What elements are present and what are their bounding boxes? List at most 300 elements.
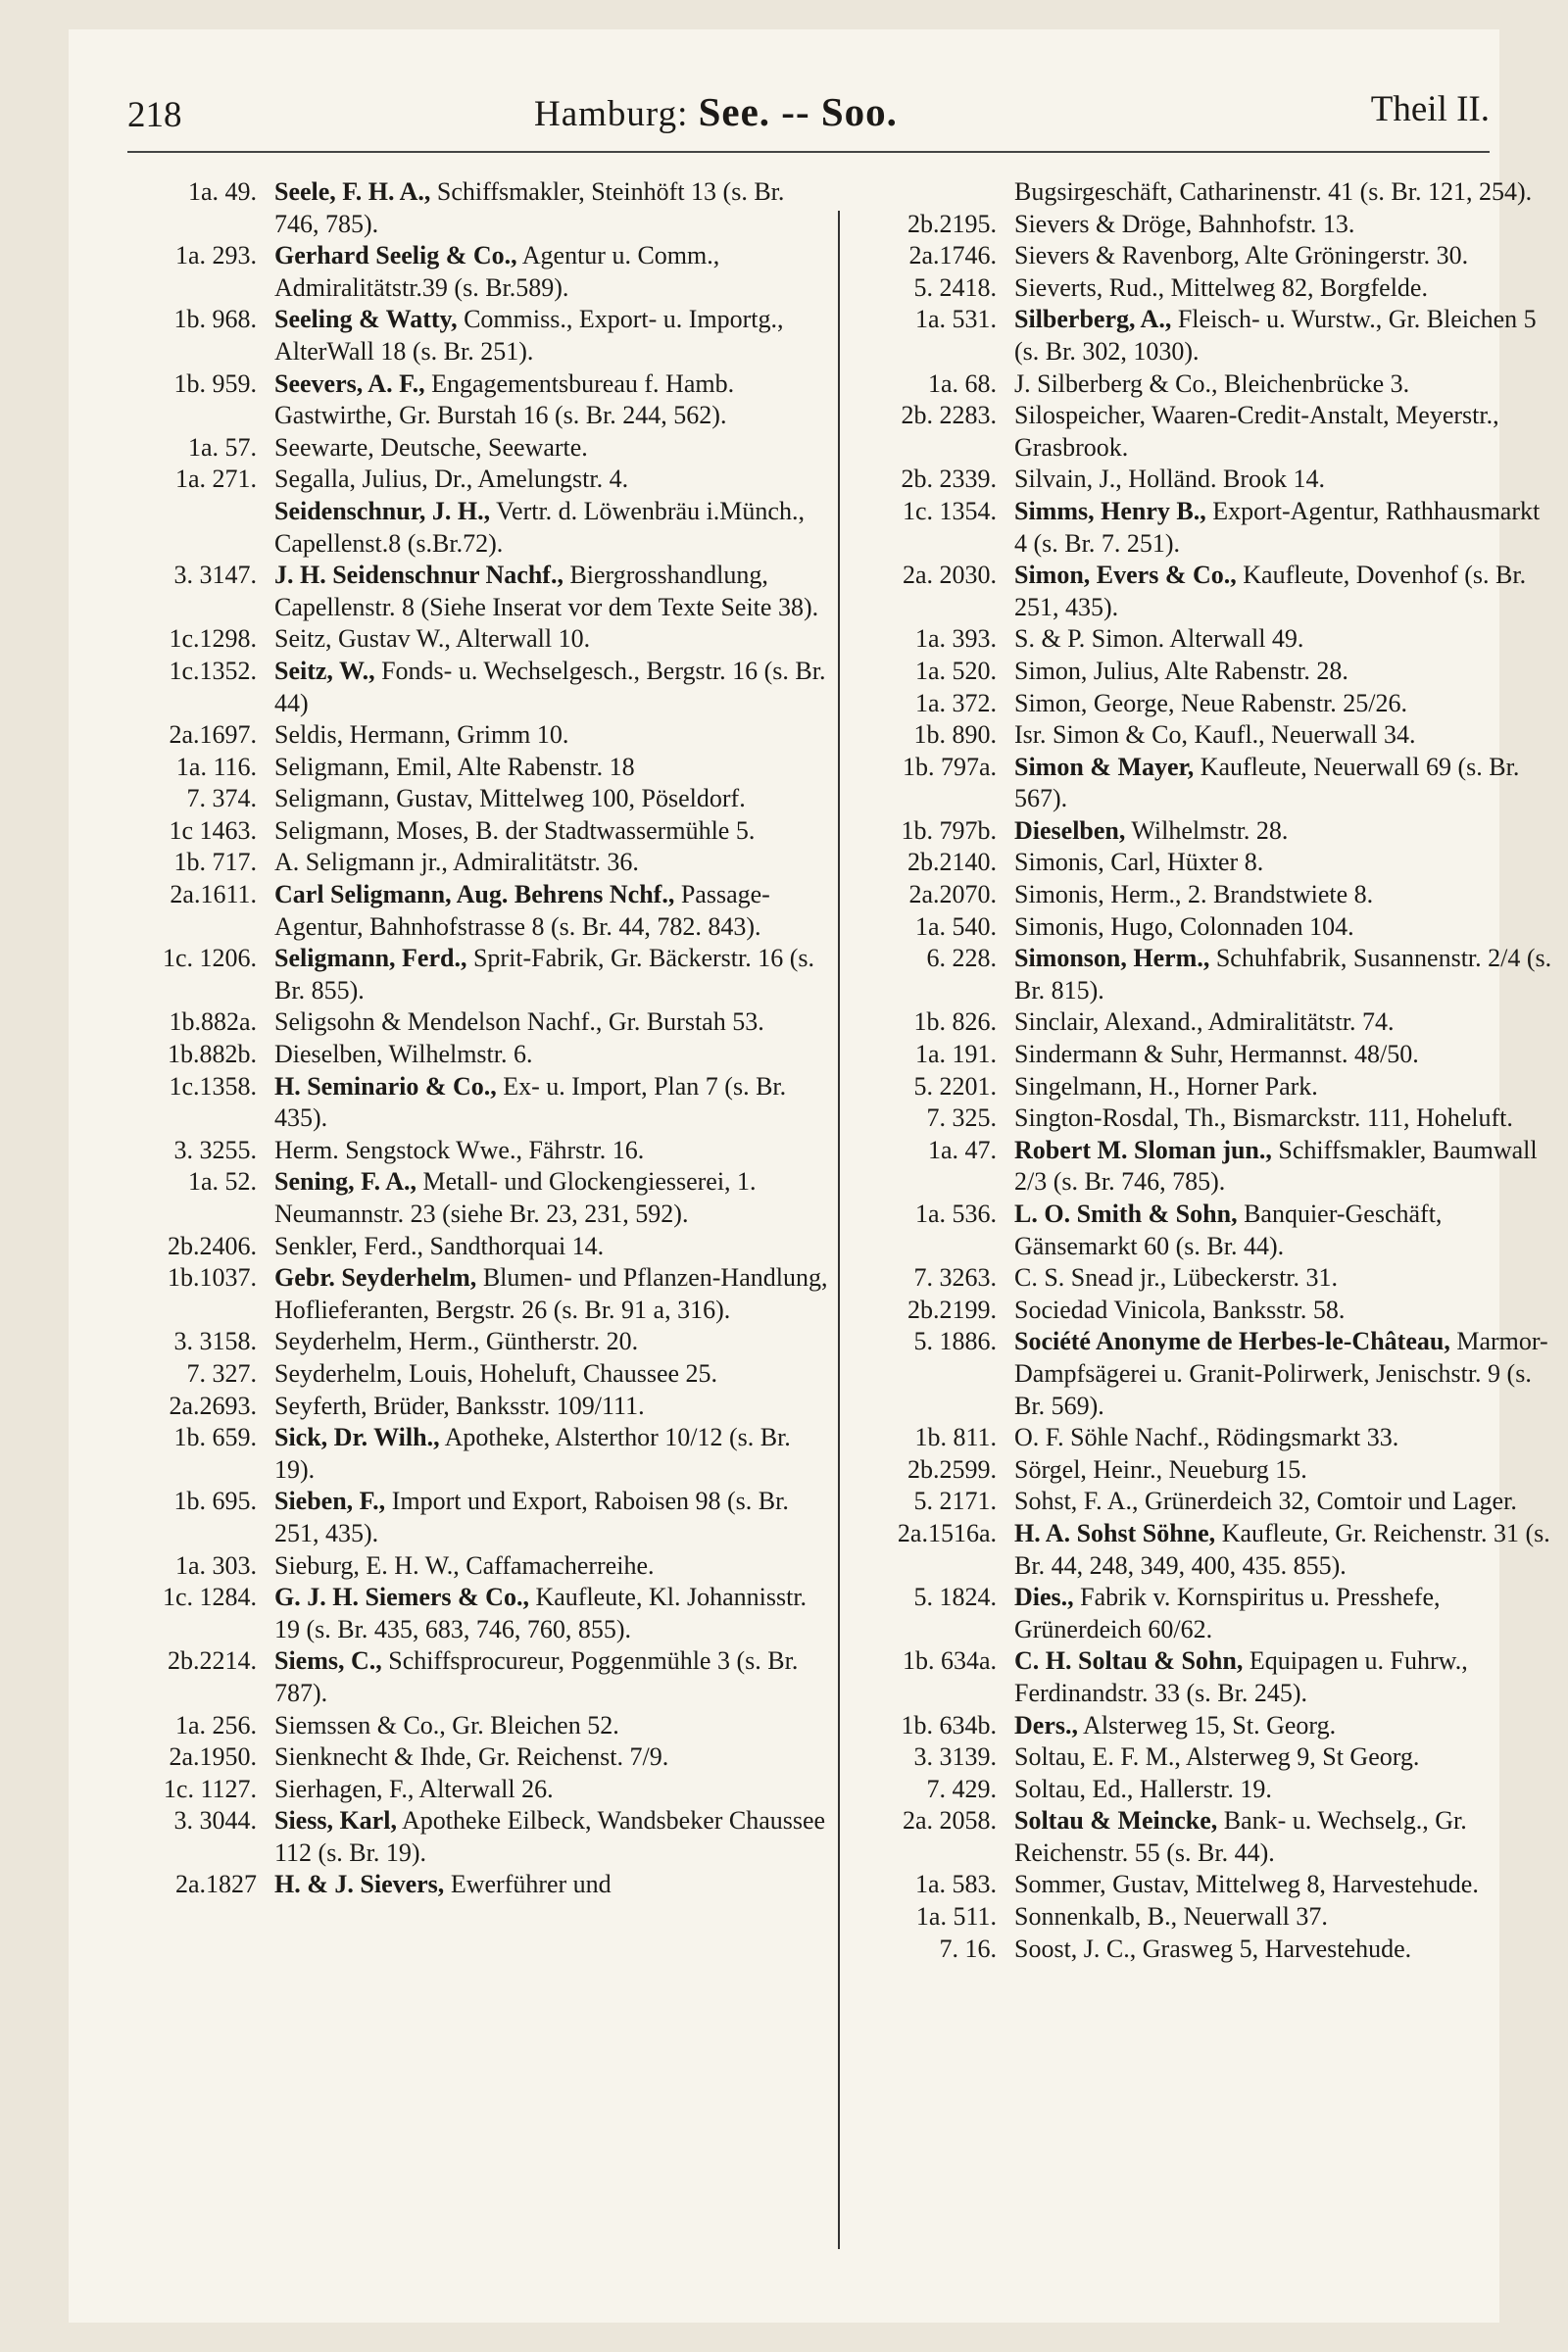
- directory-entry: [858, 752, 1553, 815]
- entry-text: [274, 1710, 833, 1742]
- entry-details: Sieburg, E. H. W., Caffamacherreihe.: [274, 1550, 655, 1580]
- entry-details: Schiffsmakler, Steinhöft 13 (s. Br. 746, 785).: [274, 177, 785, 238]
- entry-details: Simonis, Herm., 2. Brandstwiete 8.: [1014, 880, 1374, 909]
- entry-reference: 2a.1611.: [170, 880, 257, 909]
- entry-details: Soltau, E. F. M., Alsterweg 9, St Georg.: [1014, 1742, 1420, 1772]
- entry-reference: 1b. 659.: [173, 1423, 257, 1452]
- entry-text: [274, 1166, 833, 1230]
- directory-entry: [118, 1741, 833, 1774]
- entry-details: Isr. Simon & Co, Kaufl., Neuerwall 34.: [1014, 720, 1416, 750]
- left-column: [118, 176, 833, 1901]
- entry-text: [1014, 400, 1553, 464]
- entry-details: Herm. Sengstock Wwe., Fährstr. 16.: [274, 1135, 645, 1164]
- directory-entry: [858, 1774, 1553, 1806]
- entry-text: [274, 1645, 833, 1709]
- entry-reference: 1a. 536.: [914, 1200, 997, 1228]
- entry-text: [274, 719, 833, 752]
- entry-reference: 2a. 2058.: [902, 1806, 997, 1836]
- directory-entry: [118, 432, 833, 465]
- directory-entry: [118, 1774, 833, 1806]
- entry-details: Engagementsbureau f. Hamb. Gastwirthe, Gr. Burstah 16 (s. Br. 244, 562).: [274, 368, 735, 430]
- entry-reference: 1a. 520.: [914, 656, 997, 685]
- entry-reference: 7. 429.: [926, 1774, 997, 1803]
- entry-name: H. Seminario & Co.,: [274, 1071, 497, 1101]
- entry-text: [274, 943, 833, 1006]
- directory-entry: [858, 1805, 1553, 1869]
- entry-reference: 1a. 583.: [914, 1870, 997, 1899]
- directory-entry: [858, 1295, 1553, 1327]
- entry-details: Sociedad Vinicola, Banksstr. 58.: [1014, 1295, 1346, 1324]
- entry-reference: 1c 1463.: [169, 815, 257, 845]
- entry-text: [1014, 176, 1553, 209]
- name-range: See. -- Soo.: [698, 89, 898, 134]
- entry-text: [274, 752, 833, 784]
- entry-name: Simms, Henry B.,: [1014, 496, 1206, 525]
- entry-details: Soltau, Ed., Hallerstr. 19.: [1014, 1774, 1272, 1803]
- entry-details: Fleisch- u. Wurstw., Gr. Bleichen 5 (s. Br. 302, 1030).: [1014, 305, 1537, 366]
- entry-text: [1014, 1645, 1553, 1709]
- entry-reference: 7. 325.: [926, 1103, 997, 1133]
- entry-details: Equipagen u. Fuhrw., Ferdinandstr. 33 (s. Br. 245).: [1014, 1646, 1468, 1707]
- entry-reference: 3. 3044.: [173, 1806, 257, 1836]
- entry-reference: 2a.1827: [174, 1870, 257, 1899]
- entry-name: Sening, F. A.,: [274, 1167, 416, 1197]
- entry-details: Silvain, J., Holländ. Brook 14.: [1014, 465, 1326, 494]
- entry-reference: 1b.1037.: [168, 1263, 257, 1293]
- entry-text: [1014, 1774, 1553, 1806]
- entry-details: Sonnenkalb, B., Neuerwall 37.: [1014, 1902, 1328, 1932]
- directory-entry: [858, 209, 1553, 241]
- entry-text: [274, 1422, 833, 1486]
- entry-reference: 1c. 1284.: [162, 1583, 257, 1612]
- directory-entry: [858, 688, 1553, 720]
- entry-reference: 1a. 393.: [914, 624, 997, 654]
- entry-details: Seldis, Hermann, Grimm 10.: [274, 720, 569, 750]
- entry-reference: 2b. 2339.: [901, 465, 997, 494]
- entry-details: Kaufleute, Dovenhof (s. Br. 251, 435).: [1014, 561, 1527, 621]
- entry-name: Seevers, A. F.,: [274, 368, 425, 398]
- directory-entry: [118, 1486, 833, 1549]
- entry-reference: 3. 3255.: [173, 1135, 257, 1164]
- entry-details: Seyferth, Brüder, Banksstr. 109/111.: [274, 1391, 645, 1420]
- entry-name: G. J. H. Siemers & Co.,: [274, 1583, 529, 1612]
- entry-reference: 1c.1352.: [169, 656, 257, 685]
- entry-text: [1014, 304, 1553, 368]
- directory-entry: [118, 1166, 833, 1230]
- entry-text: [1014, 1199, 1553, 1262]
- entry-details: Seitz, Gustav W., Alterwall 10.: [274, 624, 591, 654]
- directory-entry: [858, 1422, 1553, 1454]
- entry-text: [1014, 688, 1553, 720]
- entry-details: Sohst, F. A., Grünerdeich 32, Comtoir und Lager.: [1014, 1487, 1517, 1516]
- entry-text: [1014, 847, 1553, 879]
- entry-text: [274, 847, 833, 879]
- entry-reference: 1a. 57.: [187, 432, 257, 462]
- directory-entry: [858, 1934, 1553, 1966]
- entry-reference: 1a. 372.: [914, 688, 997, 717]
- entry-details: Commiss., Export- u. Importg., AlterWall 18 (s. Br. 251).: [274, 305, 784, 366]
- directory-entry: [118, 1326, 833, 1358]
- entry-details: Senkler, Ferd., Sandthorquai 14.: [274, 1231, 605, 1260]
- entry-details: Fabrik v. Kornspiritus u. Presshefe, Grünerdeich 60/62.: [1014, 1583, 1441, 1643]
- entry-name: Seligmann, Ferd.,: [274, 944, 467, 973]
- directory-entry: [858, 560, 1553, 623]
- entry-details: Fonds- u. Wechselgesch., Bergstr. 16 (s. Br. 44): [274, 656, 826, 717]
- entry-reference: 1b. 695.: [173, 1487, 257, 1516]
- entry-details: Seligmann, Moses, B. der Stadtwassermühle 5.: [274, 815, 756, 845]
- entry-details: Kaufleute, Gr. Reichenstr. 31 (s. Br. 44, 248, 349, 400, 435. 855).: [1014, 1518, 1550, 1580]
- entry-reference: 1a. 47.: [927, 1135, 997, 1164]
- entry-text: [274, 304, 833, 368]
- directory-entry: [118, 1071, 833, 1135]
- entry-reference: 1c. 1206.: [162, 944, 257, 973]
- right-column: [858, 176, 1553, 1965]
- entry-reference: 7. 3263.: [913, 1263, 997, 1293]
- running-title: [534, 88, 898, 135]
- entry-reference: 6. 228.: [926, 944, 997, 973]
- city-name: Hamburg:: [534, 94, 689, 134]
- entry-reference: 5. 1824.: [913, 1583, 997, 1612]
- entry-details: Agentur u. Comm., Admiralitätstr.39 (s. Br.589).: [274, 241, 720, 302]
- entry-reference: 1a. 293.: [174, 241, 257, 270]
- entry-text: [274, 368, 833, 432]
- entry-reference: 1b.882b.: [168, 1040, 257, 1069]
- directory-entry: [118, 1582, 833, 1645]
- entry-name: Société Anonyme de Herbes-le-Château,: [1014, 1327, 1450, 1356]
- entry-reference: 1c. 1354.: [902, 496, 997, 525]
- entry-reference: 7. 327.: [186, 1358, 257, 1388]
- entry-details: Seyderhelm, Herm., Güntherstr. 20.: [274, 1327, 639, 1356]
- entry-reference: 1a. 511.: [915, 1902, 997, 1932]
- entry-name: Carl Seligmann, Aug. Behrens Nchf.,: [274, 880, 675, 909]
- directory-entry: [858, 1102, 1553, 1135]
- entry-details: Seewarte, Deutsche, Seewarte.: [274, 432, 588, 462]
- entry-details: O. F. Söhle Nachf., Rödingsmarkt 33.: [1014, 1423, 1399, 1452]
- directory-entry: [858, 1710, 1553, 1742]
- directory-entry: [118, 943, 833, 1006]
- entry-text: [1014, 1741, 1553, 1774]
- entry-text: [274, 1006, 833, 1039]
- entry-text: [1014, 1102, 1553, 1135]
- entry-details: Sievers & Ravenborg, Alte Gröningerstr. 30.: [1014, 241, 1469, 270]
- header-rule: [127, 151, 1490, 153]
- entry-reference: 1a. 52.: [187, 1167, 257, 1197]
- entry-text: [274, 1741, 833, 1774]
- directory-entry: [118, 304, 833, 368]
- directory-entry: [858, 1582, 1553, 1645]
- entry-text: [1014, 752, 1553, 815]
- entry-reference: 1b.882a.: [169, 1007, 257, 1037]
- entry-details: Marmor-Dampfsägerei u. Granit-Polirwerk, Jenischstr. 9 (s. Br. 569).: [1014, 1327, 1548, 1420]
- directory-entry: [118, 1358, 833, 1391]
- entry-details: Segalla, Julius, Dr., Amelungstr. 4.: [274, 465, 629, 494]
- entry-reference: 5. 2171.: [913, 1487, 997, 1516]
- entry-details: Blumen- und Pflanzen-Handlung, Hoflieferanten, Bergstr. 26 (s. Br. 91 a, 316).: [274, 1263, 828, 1324]
- entry-name: H. A. Sohst Söhne,: [1014, 1518, 1216, 1547]
- entry-name: Ders.,: [1014, 1710, 1078, 1740]
- entry-details: Apotheke, Alsterthor 10/12 (s. Br. 19).: [274, 1423, 791, 1484]
- directory-entry: [858, 1199, 1553, 1262]
- entry-text: [1014, 1135, 1553, 1199]
- directory-entry: [858, 1454, 1553, 1487]
- entry-reference: 2b.2599.: [907, 1454, 997, 1484]
- directory-entry: [118, 815, 833, 848]
- entry-reference: 2b.2214.: [168, 1646, 257, 1676]
- entry-details: Sierhagen, F., Alterwall 26.: [274, 1774, 554, 1803]
- entry-details: Apotheke Eilbeck, Wandsbeker Chaussee 112 (s. Br. 19).: [274, 1806, 826, 1867]
- directory-entry: [118, 879, 833, 943]
- entry-text: [274, 1231, 833, 1263]
- entry-text: [274, 1358, 833, 1391]
- directory-entry: [118, 1135, 833, 1167]
- entry-name: Simonson, Herm.,: [1014, 944, 1210, 973]
- entry-details: Metall- und Glockengiesserei, 1. Neumannstr. 23 (siehe Br. 23, 231, 592).: [274, 1167, 757, 1228]
- entry-text: [274, 1582, 833, 1645]
- directory-entry: [118, 1231, 833, 1263]
- entry-text: [1014, 1901, 1553, 1934]
- directory-entry: [118, 1422, 833, 1486]
- entry-text: [1014, 815, 1553, 848]
- entry-details: Kaufleute, Neuerwall 69 (s. Br. 567).: [1014, 752, 1520, 813]
- directory-entry: [118, 1710, 833, 1742]
- entry-text: [274, 1550, 833, 1583]
- entry-text: [1014, 656, 1553, 688]
- entry-details: Banquier-Geschäft, Gänsemarkt 60 (s. Br. 44).: [1014, 1200, 1443, 1260]
- directory-entry: [858, 623, 1553, 656]
- entry-details: Sprit-Fabrik, Gr. Bäckerstr. 16 (s. Br. 855).: [274, 944, 815, 1004]
- entry-details: Ewerführer und: [444, 1870, 612, 1899]
- entry-name: Simon & Mayer,: [1014, 752, 1195, 781]
- entry-text: [1014, 496, 1553, 560]
- entry-reference: 1a. 303.: [174, 1550, 257, 1580]
- entry-text: [1014, 1262, 1553, 1295]
- entry-name: Siems, C.,: [274, 1646, 382, 1676]
- entry-text: [274, 1774, 833, 1806]
- entry-reference: 1b. 797b.: [901, 815, 997, 845]
- entry-details: Schuhfabrik, Susannenstr. 2/4 (s. Br. 815).: [1014, 944, 1552, 1004]
- directory-entry: [858, 656, 1553, 688]
- entry-text: [274, 815, 833, 848]
- entry-text: [1014, 1582, 1553, 1645]
- entry-reference: 2b.2406.: [168, 1231, 257, 1260]
- entry-name: Dieselben,: [1014, 815, 1126, 845]
- directory-entry: [858, 400, 1553, 464]
- entry-reference: 1b. 811.: [914, 1423, 997, 1452]
- directory-entry: [118, 1805, 833, 1869]
- entry-text: [1014, 1518, 1553, 1582]
- entry-details: Export-Agentur, Rathhausmarkt 4 (s. Br. 7. 251).: [1014, 496, 1541, 558]
- entry-details: Bugsirgeschäft, Catharinenstr. 41 (s. Br. 121, 254).: [1014, 177, 1533, 206]
- directory-entry: [118, 1039, 833, 1071]
- entry-name: H. & J. Sievers,: [274, 1870, 445, 1899]
- entry-details: Kaufleute, Kl. Johannisstr. 19 (s. Br. 435, 683, 746, 760, 855).: [274, 1583, 808, 1643]
- entry-reference: 1a. 116.: [175, 752, 257, 781]
- entry-reference: 1b. 968.: [173, 305, 257, 334]
- entry-text: [1014, 209, 1553, 241]
- entry-text: [1014, 943, 1553, 1006]
- directory-entry: [858, 1071, 1553, 1103]
- entry-name: Seidenschnur, J. H.,: [274, 496, 491, 525]
- entry-text: [274, 1071, 833, 1135]
- entry-text: [1014, 1934, 1553, 1966]
- directory-entry: [858, 1006, 1553, 1039]
- entry-reference: 1b. 826.: [913, 1007, 997, 1037]
- entry-reference: 7. 16.: [939, 1934, 997, 1963]
- entry-text: [1014, 911, 1553, 944]
- directory-entry: [858, 1645, 1553, 1709]
- entry-name: Seeling & Watty,: [274, 305, 458, 334]
- directory-entry: [118, 368, 833, 432]
- entry-details: Sindermann & Suhr, Hermannst. 48/50.: [1014, 1040, 1419, 1069]
- directory-entry: [118, 752, 833, 784]
- entry-text: [274, 464, 833, 496]
- column-divider: [838, 211, 840, 2249]
- entry-text: [1014, 1039, 1553, 1071]
- entry-reference: 5. 1886.: [913, 1327, 997, 1356]
- entry-reference: 2b. 2283.: [901, 401, 997, 430]
- directory-entry: [118, 1645, 833, 1709]
- entry-reference: 1b. 797a.: [902, 752, 997, 781]
- entry-text: [274, 496, 833, 560]
- entry-details: Schiffsmakler, Baumwall 2/3 (s. Br. 746, 785).: [1014, 1135, 1538, 1197]
- entry-reference: 2a.2070.: [908, 880, 997, 909]
- entry-details: Simonis, Hugo, Colonnaden 104.: [1014, 911, 1354, 941]
- directory-entry: [118, 240, 833, 304]
- directory-entry: [118, 623, 833, 656]
- entry-name: Siess, Karl,: [274, 1806, 397, 1836]
- entry-text: [1014, 1071, 1553, 1103]
- entry-details: Simon, George, Neue Rabenstr. 25/26.: [1014, 688, 1408, 717]
- entry-reference: 3. 3147.: [173, 561, 257, 590]
- entry-reference: 5. 2418.: [913, 272, 997, 302]
- directory-entry: [118, 847, 833, 879]
- entry-name: Dies.,: [1014, 1583, 1074, 1612]
- entry-details: Alsterweg 15, St. Georg.: [1077, 1710, 1337, 1740]
- entry-name: Sieben, F.,: [274, 1487, 386, 1516]
- entry-reference: 1c.1358.: [169, 1071, 257, 1101]
- entry-details: Sinclair, Alexand., Admiralitätstr. 74.: [1014, 1007, 1395, 1037]
- entry-reference: 2a. 2030.: [902, 561, 997, 590]
- page-header: [127, 84, 1490, 153]
- entry-details: Vertr. d. Löwenbräu i.Münch., Capellenst.8 (s.Br.72).: [274, 496, 805, 558]
- entry-details: Seligmann, Gustav, Mittelweg 100, Pöseldorf.: [274, 784, 746, 813]
- entry-details: S. & P. Simon. Alterwall 49.: [1014, 624, 1304, 654]
- entry-name: Gerhard Seelig & Co.,: [274, 241, 517, 270]
- entry-text: [1014, 560, 1553, 623]
- entry-details: Dieselben, Wilhelmstr. 6.: [274, 1040, 533, 1069]
- entry-reference: 2b.2199.: [907, 1295, 997, 1324]
- entry-details: Sienknecht & Ihde, Gr. Reichenst. 7/9.: [274, 1742, 669, 1772]
- entry-text: [274, 783, 833, 815]
- entry-reference: 1c.1298.: [169, 624, 257, 654]
- directory-entry: [858, 1262, 1553, 1295]
- directory-entry: [858, 815, 1553, 848]
- directory-entry: [858, 240, 1553, 272]
- entry-details: Passage-Agentur, Bahnhofstrasse 8 (s. Br. 44, 782. 843).: [274, 880, 770, 941]
- directory-entry: [118, 560, 833, 623]
- entry-reference: 2a.1697.: [169, 720, 257, 750]
- entry-text: [274, 1805, 833, 1869]
- entry-text: [1014, 1486, 1553, 1518]
- directory-entry: [858, 847, 1553, 879]
- entry-reference: 5. 2201.: [913, 1071, 997, 1101]
- directory-entry: [118, 783, 833, 815]
- directory-entry: [858, 1486, 1553, 1518]
- entry-reference: 1b. 959.: [173, 368, 257, 398]
- entry-details: Seligsohn & Mendelson Nachf., Gr. Burstah 53.: [274, 1007, 764, 1037]
- entry-text: [274, 1486, 833, 1549]
- directory-entry: [118, 176, 833, 240]
- directory-entry: [858, 1741, 1553, 1774]
- entry-details: Soost, J. C., Grasweg 5, Harvestehude.: [1014, 1934, 1412, 1963]
- entry-reference: 2a.2693.: [169, 1391, 257, 1420]
- entry-text: [1014, 1805, 1553, 1869]
- entry-text: [274, 1869, 833, 1901]
- entry-details: Bank- u. Wechselg., Gr. Reichenstr. 55 (s. Br. 44).: [1014, 1806, 1467, 1867]
- directory-entry: [858, 1869, 1553, 1901]
- entry-reference: 3. 3139.: [913, 1742, 997, 1772]
- entry-name: Silberberg, A.,: [1014, 305, 1172, 334]
- entry-details: Singelmann, H., Horner Park.: [1014, 1071, 1318, 1101]
- directory-entry: [858, 879, 1553, 911]
- directory-entry: [858, 911, 1553, 944]
- entry-text: [1014, 1869, 1553, 1901]
- entry-reference: 1a. 271.: [174, 465, 257, 494]
- entry-text: [274, 1391, 833, 1423]
- entry-reference: 3. 3158.: [173, 1327, 257, 1356]
- directory-entry: [118, 656, 833, 719]
- directory-entry: [118, 1550, 833, 1583]
- entry-details: J. Silberberg & Co., Bleichenbrücke 3.: [1014, 368, 1410, 398]
- entry-text: [1014, 1454, 1553, 1487]
- entry-reference: 1b. 717.: [173, 848, 257, 877]
- entry-details: Sommer, Gustav, Mittelweg 8, Harvestehude.: [1014, 1870, 1479, 1899]
- directory-entry: [858, 176, 1553, 209]
- entry-text: [1014, 368, 1553, 401]
- entry-text: [274, 1039, 833, 1071]
- entry-details: Ex- u. Import, Plan 7 (s. Br. 435).: [274, 1071, 787, 1133]
- entry-reference: 2b.2195.: [907, 209, 997, 238]
- entry-details: Wilhelmstr. 28.: [1125, 815, 1289, 845]
- directory-entry: [118, 719, 833, 752]
- entry-text: [1014, 272, 1553, 305]
- entry-text: [274, 1326, 833, 1358]
- entry-details: Simon, Julius, Alte Rabenstr. 28.: [1014, 656, 1348, 685]
- directory-entry: [858, 943, 1553, 1006]
- entry-details: Import und Export, Raboisen 98 (s. Br. 251, 435).: [274, 1487, 789, 1547]
- directory-entry: [118, 1262, 833, 1326]
- entry-name: Soltau & Meincke,: [1014, 1806, 1218, 1836]
- directory-entry: [858, 464, 1553, 496]
- directory-entry: [858, 1326, 1553, 1422]
- entry-text: [1014, 1006, 1553, 1039]
- entry-text: [1014, 240, 1553, 272]
- directory-entry: [858, 719, 1553, 752]
- entry-reference: 1b. 634a.: [902, 1646, 997, 1676]
- entry-name: Simon, Evers & Co.,: [1014, 561, 1237, 590]
- directory-entry: [858, 1901, 1553, 1934]
- entry-text: [1014, 1326, 1553, 1422]
- entry-details: Sörgel, Heinr., Neueburg 15.: [1014, 1454, 1307, 1484]
- entry-details: Schiffsprocureur, Poggenmühle 3 (s. Br. 787).: [274, 1646, 799, 1707]
- entry-details: A. Seligmann jr., Admiralitätstr. 36.: [274, 848, 639, 877]
- entry-reference: 1b. 634b.: [901, 1710, 997, 1740]
- entry-reference: 1c. 1127.: [163, 1774, 257, 1803]
- entry-details: Simonis, Carl, Hüxter 8.: [1014, 848, 1264, 877]
- directory-entry: [858, 1039, 1553, 1071]
- directory-entry: [118, 1869, 833, 1901]
- entry-text: [1014, 879, 1553, 911]
